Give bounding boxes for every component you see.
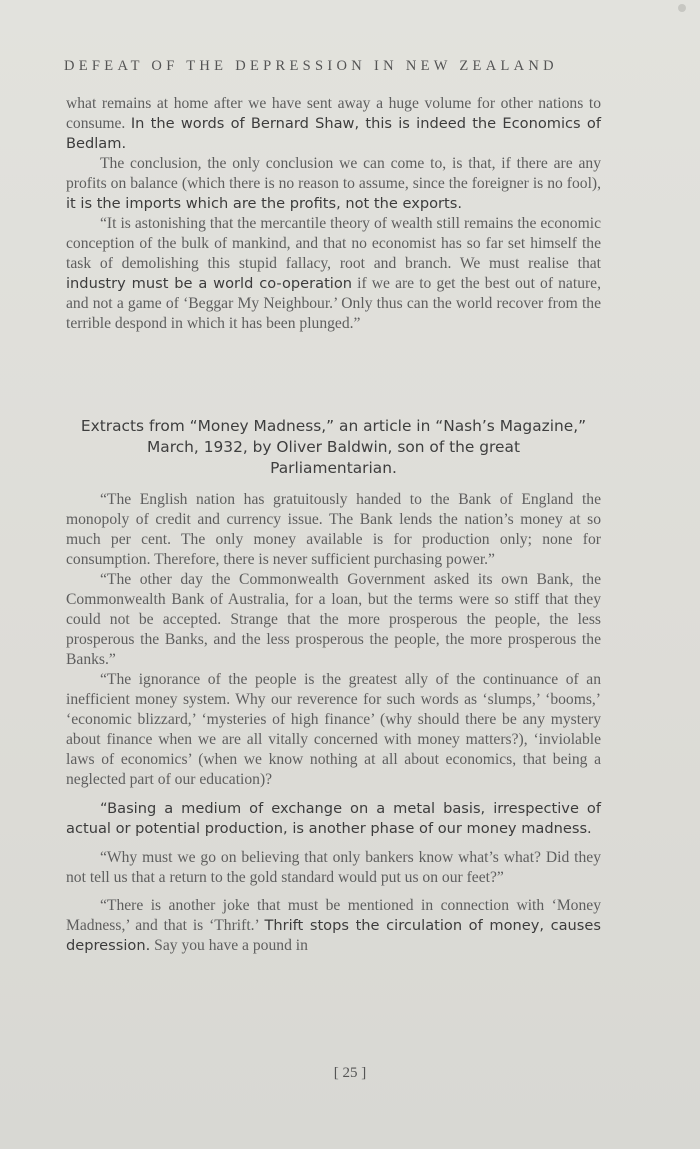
paragraph-bankers: “Why must we go on believing that only bankers know what’s what? Did they not tell us that a return to the gold standard would put us on our feet?” xyxy=(66,849,601,886)
paragraph-thrift: “There is another joke that must be mentioned in connection with ‘Money Madness,’ and that is ‘Thrift.’ Thrift stops the circulation of money, causes depression. Say you have a pound in xyxy=(66,897,601,954)
section-heading xyxy=(66,416,601,479)
paragraph-conclusion: The conclusion, the only conclusion we can come to, is that, if there are any profits on balance (which there is no reason to assume, since the foreigner is no fool), it is the imports which are the profits, not the exports. xyxy=(66,155,601,212)
heading-line: Extracts from “Money Madness,” an article in “Nash’s Magazine,” xyxy=(80,417,587,435)
heading-line: Parliamentarian. xyxy=(270,459,397,477)
body-text-extracts xyxy=(66,490,601,956)
paragraph-metal-basis: “Basing a medium of exchange on a metal basis, irrespective of actual or potential production, is another phase of our money madness. xyxy=(66,800,601,837)
bold-emphasis: In the words of Bernard Shaw, this is indeed the Economics of Bedlam. xyxy=(66,115,601,152)
paragraph-commonwealth-bank: “The other day the Commonwealth Government asked its own Bank, the Commonwealth Bank of Australia, for a loan, but the terms were so stiff that they could not be accepted. Strange that the more prosperous the people, the less prosperous the Banks, and the less prosperous the people, the more prosperous the Banks.” xyxy=(66,571,601,668)
paper-stain xyxy=(678,4,686,12)
running-head: DEFEAT OF THE DEPRESSION IN NEW ZEALAND xyxy=(64,58,558,74)
body-text-top xyxy=(66,94,601,334)
paragraph-english-nation: “The English nation has gratuitously handed to the Bank of England the monopoly of credit and currency issue. The Bank lends the nation’s money at so much per cent. The only money available is for production only; none for consumption. Therefore, there is never sufficient purchasing power.” xyxy=(66,491,601,568)
paragraph-ignorance: “The ignorance of the people is the greatest ally of the continuance of an inefficient money system. Why our reverence for such words as ‘slumps,’ ‘booms,’ ‘economic blizzard,’ ‘mysteries of high finance’ (why should there be any mystery about finance when we are all vitally concerned with money matters?), ‘inviolable laws of economics’ (when we know nothing at all about economics, that being a neglected part of our education)? xyxy=(66,671,601,788)
paragraph-mercantile-quote: “It is astonishing that the mercantile theory of wealth still remains the economic conception of the bulk of mankind, and that no economist has so far set himself the task of demolishing this stupid fallacy, root and branch. We must realise that industry must be a world co-operation if we are to get the best out of nature, and not a game of ‘Beggar My Neighbour.’ Only thus can the world recover from the terrible despond in which it has been plunged.” xyxy=(66,215,601,332)
bold-emphasis: Thrift stops the circulation of money, causes depression. xyxy=(66,917,601,954)
bold-emphasis: it is the imports which are the profits, not the exports. xyxy=(66,195,463,212)
page-number: [ 25 ] xyxy=(333,1065,367,1081)
paragraph-continued: what remains at home after we have sent away a huge volume for other nations to consume. In the words of Bernard Shaw, this is indeed the Economics of Bedlam. xyxy=(66,95,601,152)
heading-line: March, 1932, by Oliver Baldwin, son of the great xyxy=(147,438,520,456)
bold-emphasis: industry must be a world co-operation xyxy=(66,275,353,292)
